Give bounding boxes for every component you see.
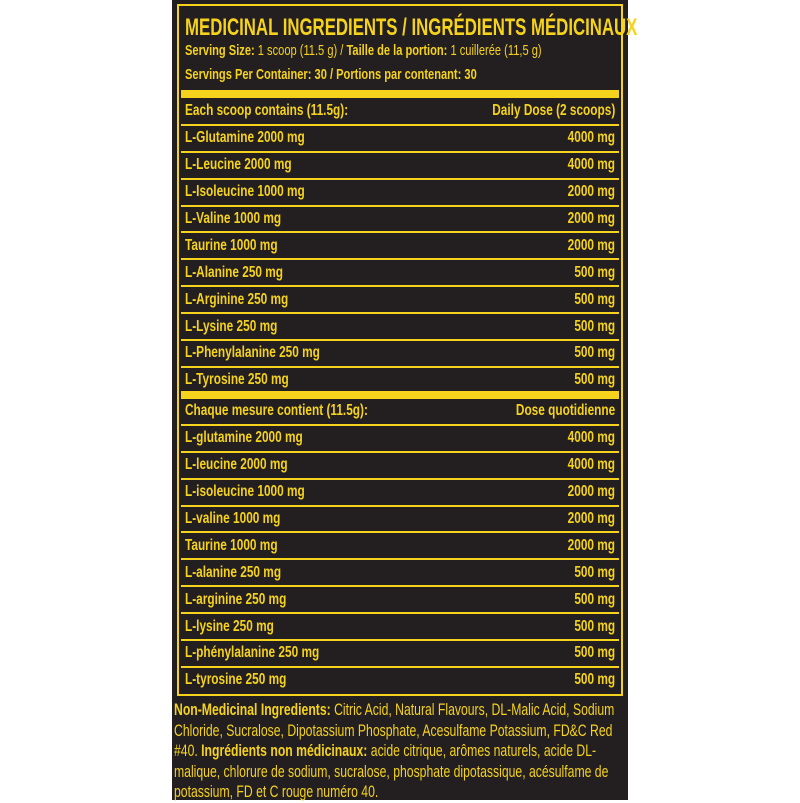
ingredient-name: L-leucine 2000 mg — [185, 456, 288, 474]
daily-dose: 500 mg — [574, 671, 615, 689]
ingredient-name: L-Glutamine 2000 mg — [185, 129, 305, 147]
ingredient-name: L-lysine 250 mg — [185, 617, 274, 635]
divider — [181, 391, 619, 399]
daily-dose: 500 mg — [574, 344, 615, 362]
english-table — [181, 99, 619, 393]
daily-dose: 500 mg — [574, 563, 615, 581]
table-row — [181, 480, 619, 507]
non-medicinal-ingredients — [174, 700, 618, 803]
table-row — [181, 368, 619, 393]
header-right: Daily Dose (2 scoops) — [491, 102, 615, 120]
daily-dose: 4000 mg — [567, 456, 615, 474]
non-medicinal-label-fr: Ingrédients non médicinaux: — [201, 742, 368, 760]
ingredient-name: L-arginine 250 mg — [185, 590, 287, 608]
table-row — [181, 426, 619, 453]
ingredient-name: L-Alanine 250 mg — [185, 263, 284, 281]
daily-dose: 4000 mg — [567, 156, 615, 174]
ingredient-name: L-glutamine 2000 mg — [185, 429, 303, 447]
ingredient-name: L-Valine 1000 mg — [185, 210, 282, 227]
table-row — [181, 641, 619, 668]
table-header — [181, 399, 619, 426]
header-left: Chaque mesure contient (11.5g): — [185, 402, 368, 420]
table-row — [181, 587, 619, 614]
table-row — [181, 153, 619, 180]
header-left: Each scoop contains (11.5g): — [185, 102, 349, 120]
daily-dose: 2000 mg — [567, 536, 615, 554]
ingredient-name: L-isoleucine 1000 mg — [185, 483, 305, 501]
daily-dose: 2000 mg — [567, 210, 615, 227]
daily-dose: 2000 mg — [567, 510, 615, 527]
non-medicinal-text-fr: acide citrique, arômes naturels, acide DL-malique, chlorure de sodium, sucralose, phosphate dipotassique, acésulfame de potassium, FD et C rouge numéro 40. — [174, 742, 609, 801]
daily-dose: 4000 mg — [567, 429, 615, 447]
table-row — [181, 314, 619, 341]
daily-dose: 500 mg — [574, 371, 615, 389]
ingredient-name: L-phénylalanine 250 mg — [185, 644, 320, 662]
table-row — [181, 260, 619, 287]
table-row — [181, 533, 619, 560]
serving-size-label: Serving Size: — [185, 42, 255, 59]
non-medicinal-text: Citric Acid, Natural Flavours, DL-Malic Acid, Sodium Chloride, Sucralose, Dipotassium Phosphate, Acesulfame Potassium, FD&C Red #40. — [174, 701, 615, 760]
table-row — [181, 287, 619, 314]
daily-dose: 500 mg — [574, 317, 615, 335]
serving-size — [185, 42, 667, 59]
daily-dose: 500 mg — [574, 644, 615, 662]
ingredient-name: Taurine 1000 mg — [185, 536, 278, 554]
ingredient-name: L-valine 1000 mg — [185, 510, 281, 527]
table-row — [181, 341, 619, 368]
ingredient-name: L-Tyrosine 250 mg — [185, 371, 289, 389]
table-row — [181, 180, 619, 207]
table-row — [181, 453, 619, 480]
serving-size-value: 1 scoop (11.5 g) / — [257, 42, 344, 59]
daily-dose: 2000 mg — [567, 236, 615, 254]
ingredient-name: L-alanine 250 mg — [185, 563, 282, 581]
table-row — [181, 233, 619, 260]
ingredient-name: L-Leucine 2000 mg — [185, 156, 292, 174]
table-row — [181, 668, 619, 693]
ingredient-name: Taurine 1000 mg — [185, 236, 278, 254]
french-table — [181, 399, 619, 693]
ingredient-name: L-Isoleucine 1000 mg — [185, 183, 305, 201]
daily-dose: 500 mg — [574, 263, 615, 281]
table-row — [181, 507, 619, 534]
title — [185, 14, 800, 42]
serving-size-value-fr: 1 cuillerée (11,5 g) — [450, 42, 542, 59]
table-row — [181, 207, 619, 234]
table-row — [181, 614, 619, 641]
ingredients-box — [177, 4, 638, 696]
daily-dose: 500 mg — [574, 617, 615, 635]
ingredient-name: L-tyrosine 250 mg — [185, 671, 287, 689]
servings-text: Servings Per Container: 30 / Portions par contenant: 30 — [185, 66, 477, 83]
daily-dose: 2000 mg — [567, 483, 615, 501]
daily-dose: 2000 mg — [567, 183, 615, 201]
daily-dose: 500 mg — [574, 290, 615, 308]
daily-dose: 4000 mg — [567, 129, 615, 147]
serving-size-label-fr: Taille de la portion: — [346, 42, 448, 59]
table-header — [181, 99, 619, 126]
serving-size-text — [185, 42, 542, 59]
non-medicinal-label: Non-Medicinal Ingredients: — [174, 701, 331, 719]
header-right: Dose quotidienne — [515, 402, 615, 420]
ingredient-name: L-Lysine 250 mg — [185, 317, 278, 335]
title-text: MEDICINAL INGREDIENTS / INGRÉDIENTS MÉDICINAUX — [185, 14, 638, 41]
table-row — [181, 560, 619, 587]
ingredient-name: L-Arginine 250 mg — [185, 290, 289, 308]
divider — [181, 90, 619, 98]
servings-per-container — [185, 66, 579, 83]
daily-dose: 500 mg — [574, 590, 615, 608]
table-row — [181, 126, 619, 153]
ingredient-name: L-Phenylalanine 250 mg — [185, 344, 320, 362]
